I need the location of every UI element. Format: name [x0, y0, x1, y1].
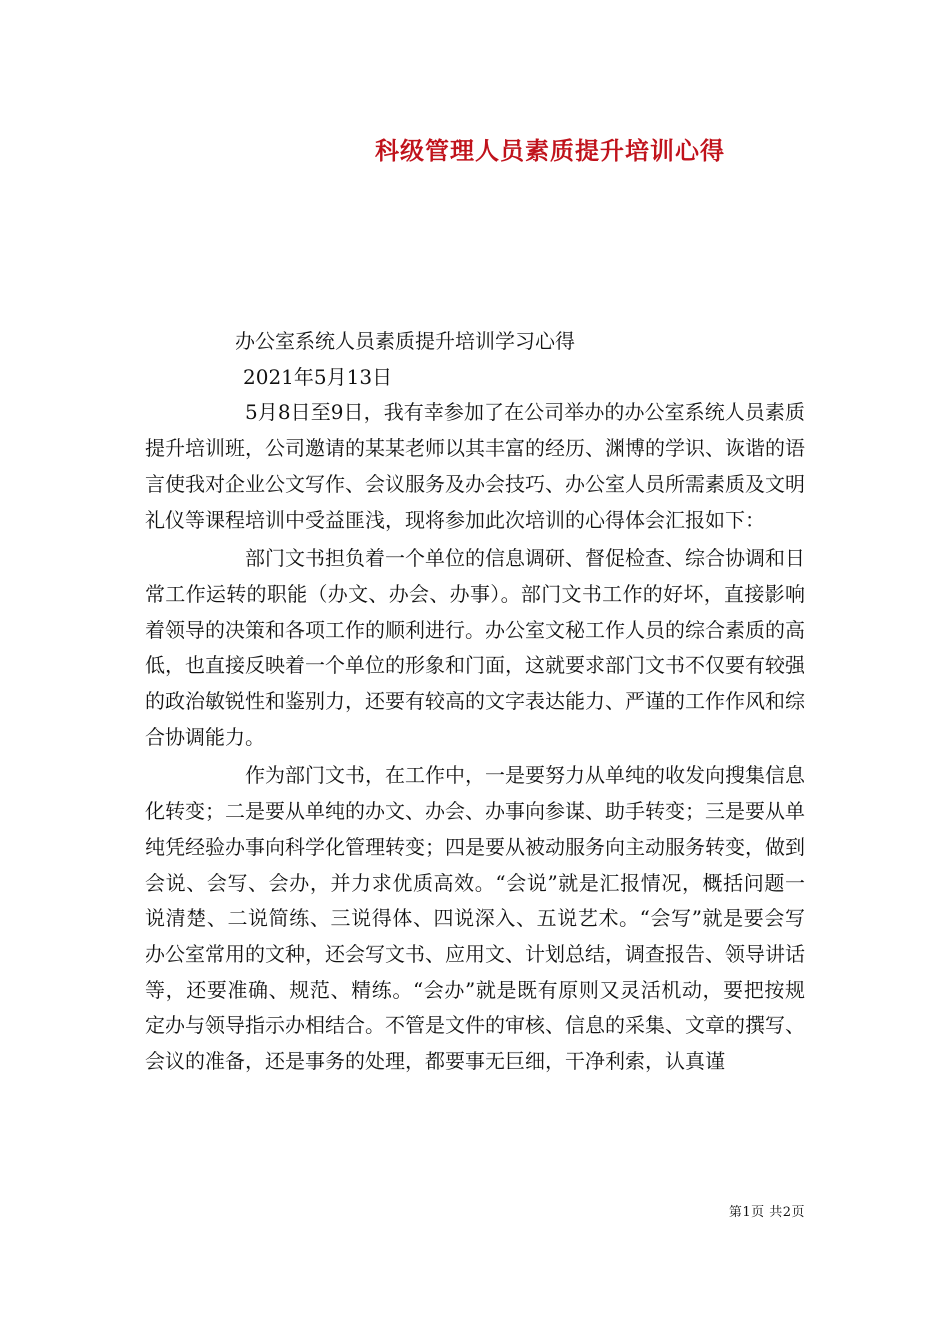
paragraph-intro: 5月8日至9日，我有幸参加了在公司举办的办公室系统人员素质提升培训班，公司邀请的某某老师以其丰富的经历、渊博的学识、诙谐的语言使我对企业公文写作、会议服务及办会技巧、办公室人员所需素质及文明礼仪等课程培训中受益匪浅，现将参加此次培训的心得体会汇报如下： [145, 400, 805, 532]
document-subtitle: 办公室系统人员素质提升培训学习心得 [235, 329, 575, 353]
page-title: 科级管理人员素质提升培训心得 [375, 136, 725, 165]
document-body [145, 324, 805, 1080]
document-date: 2021年5月13日 [243, 364, 393, 389]
paragraph-role: 部门文书担负着一个单位的信息调研、督促检查、综合协调和日常工作运转的职能（办文、办会、办事）。部门文书工作的好坏，直接影响着领导的决策和各项工作的顺利进行。办公室文秘工作人员的综合素质的高低，也直接反映着一个单位的形象和门面，这就要求部门文书不仅要有较强的政治敏锐性和鉴别力，还要有较高的文字表达能力、严谨的工作作风和综合协调能力。 [145, 546, 805, 749]
page-indicator: 第1页 共2页 [728, 1205, 805, 1220]
paragraph-duties: 作为部门文书，在工作中，一是要努力从单纯的收发向搜集信息化转变；二是要从单纯的办文、办会、办事向参谋、助手转变；三是要从单纯凭经验办事向科学化管理转变；四是要从被动服务向主动服务转变，做到会说、会写、会办，并力求优质高效。“会说”就是汇报情况，概括问题一说清楚、二说简练、三说得体、四说深入、五说艺术。“会写”就是要会写办公室常用的文种，还会写文书、应用文、计划总结，调查报告、领导讲话等，还要准确、规范、精练。“会办”就是既有原则又灵活机动，要把按规定办与领导指示办相结合。不管是文件的审核、信息的采集、文章的撰写、会议的准备，还是事务的处理，都要事无巨细，干净利索，认真谨 [145, 763, 805, 1074]
